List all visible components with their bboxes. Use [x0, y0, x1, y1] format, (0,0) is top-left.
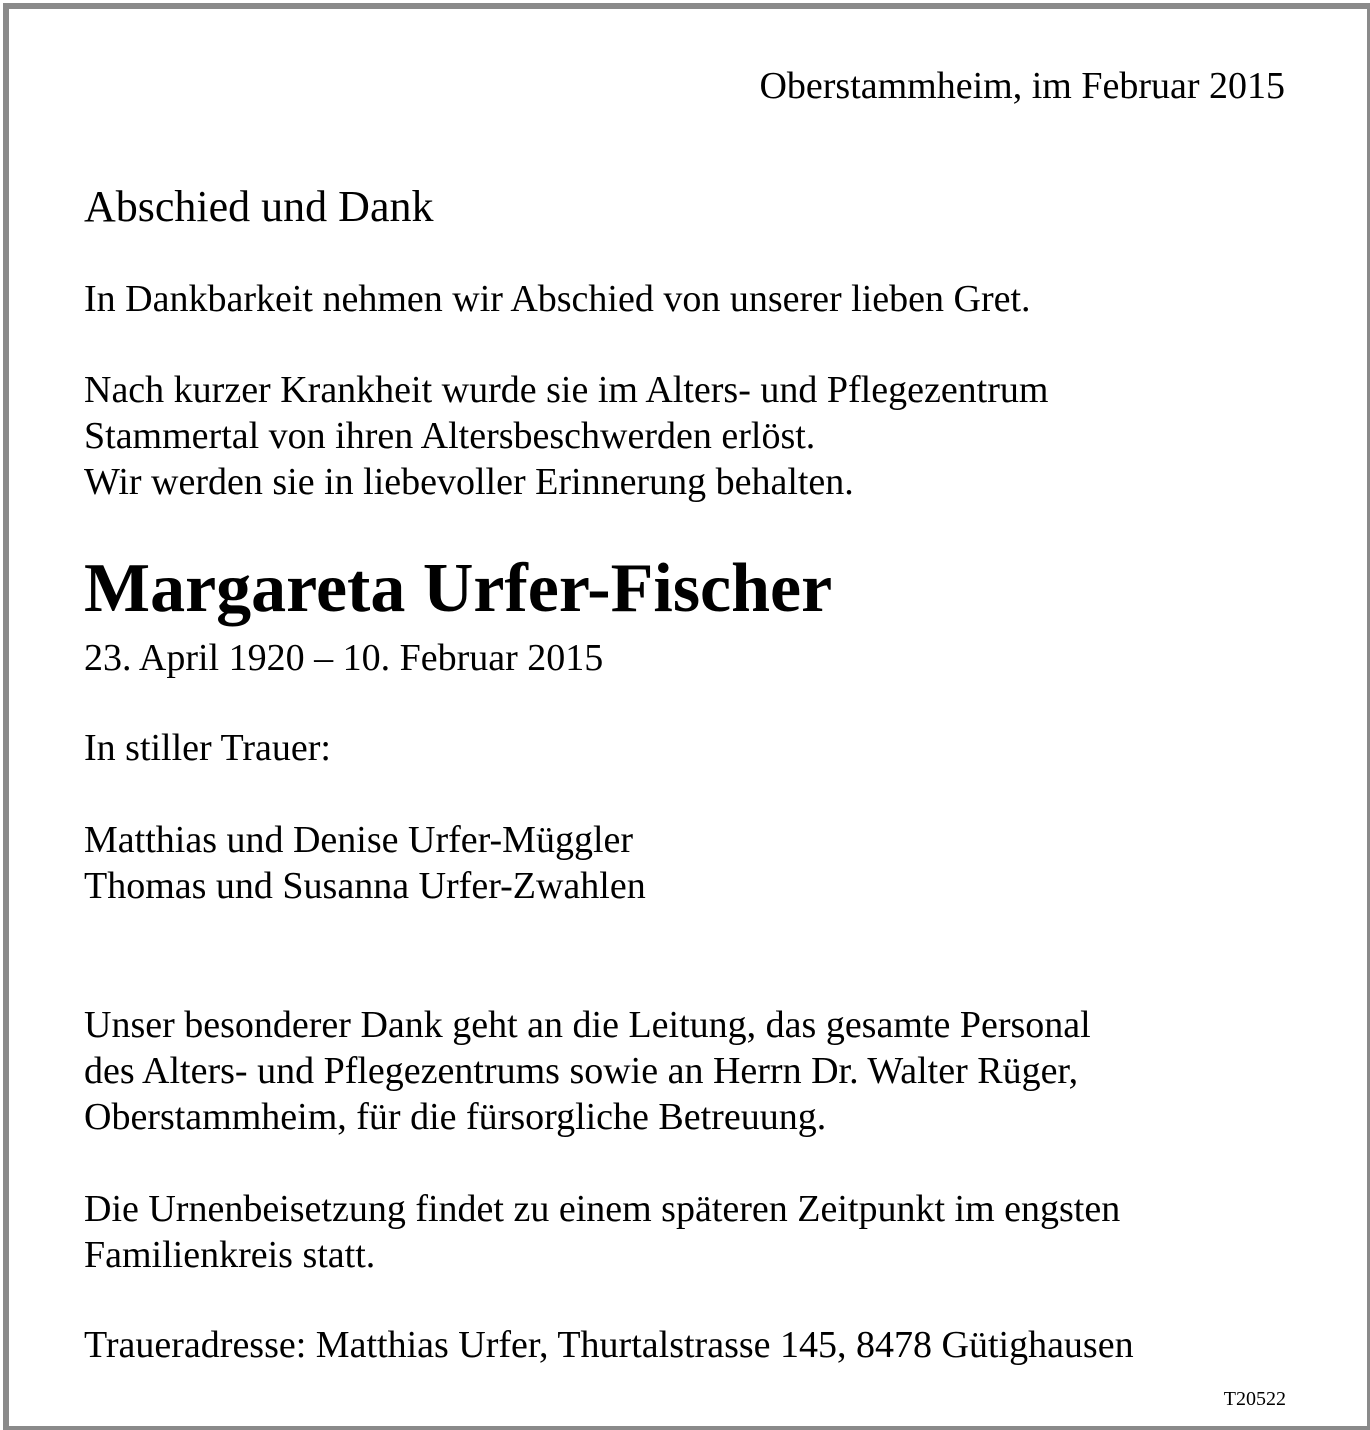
mourners-label: In stiller Trauer: [84, 727, 331, 769]
life-dates: 23. April 1920 – 10. Februar 2015 [84, 637, 604, 679]
deceased-name: Margareta Urfer-Fischer [84, 550, 833, 627]
reference-code: T20522 [1223, 1388, 1286, 1410]
thanks-line: Unser besonderer Dank geht an die Leitung, das gesamte Personal [84, 1004, 1091, 1046]
thanks-line: des Alters- und Pflegezentrums sowie an Herrn Dr. Walter Rüger, [84, 1050, 1079, 1092]
message-line: Stammertal von ihren Altersbeschwerden erlöst. [84, 415, 816, 457]
place-date: Oberstammheim, im Februar 2015 [759, 65, 1285, 107]
mourner-name: Matthias und Denise Urfer-Müggler [84, 819, 634, 861]
message-line: Nach kurzer Krankheit wurde sie im Alters- und Pflegezentrum [84, 369, 1049, 411]
message-line: Wir werden sie in liebevoller Erinnerung behalten. [84, 461, 854, 503]
mourning-address: Traueradresse: Matthias Urfer, Thurtalstrasse 145, 8478 Gütighausen [84, 1324, 1134, 1366]
mourner-name: Thomas und Susanna Urfer-Zwahlen [84, 865, 646, 907]
notice-heading: Abschied und Dank [84, 182, 434, 231]
intro-text: In Dankbarkeit nehmen wir Abschied von unserer lieben Gret. [84, 278, 1031, 320]
thanks-line: Oberstammheim, für die fürsorgliche Betreuung. [84, 1096, 827, 1138]
burial-line: Die Urnenbeisetzung findet zu einem späteren Zeitpunkt im engsten [84, 1188, 1121, 1230]
burial-line: Familienkreis statt. [84, 1234, 376, 1276]
